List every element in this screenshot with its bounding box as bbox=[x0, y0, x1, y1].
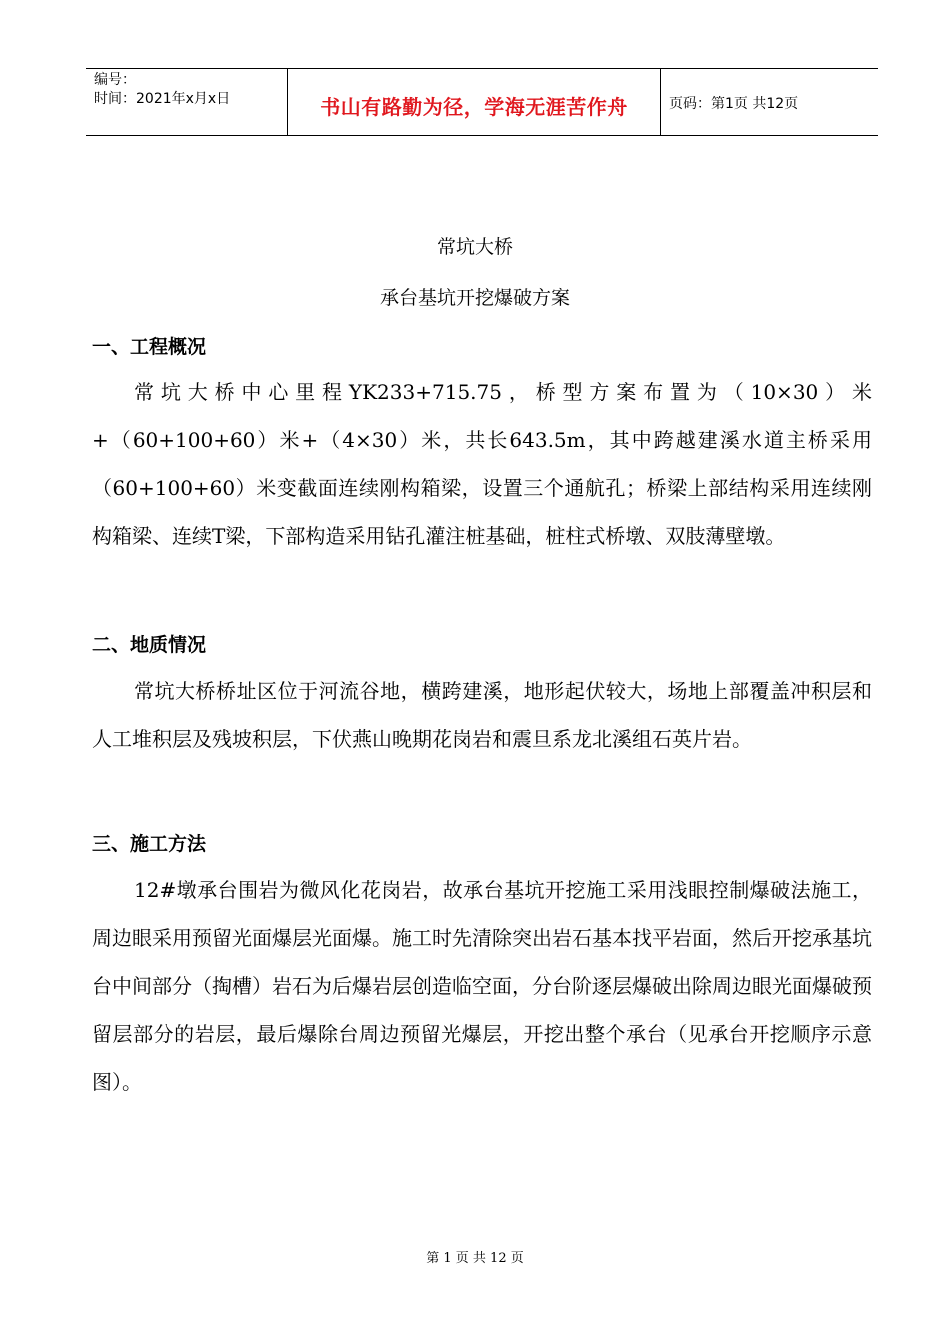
header-page-info: 页码：第1页 共12页 bbox=[669, 95, 799, 112]
document-date: 时间：2021年x月x日 bbox=[94, 91, 231, 107]
page-footer: 第 1 页 共 12 页 bbox=[426, 1251, 524, 1266]
header-meta bbox=[86, 69, 288, 135]
section-heading-geology: 二、地质情况 bbox=[92, 634, 207, 656]
document-subtitle: 承台基坑开挖爆破方案 bbox=[379, 287, 570, 309]
section-paragraph-geology: 常坑大桥桥址区位于河流谷地，横跨建溪，地形起伏较大，场地上部覆盖冲积层和人工堆积层及残坡积层，下伏燕山晚期花岗岩和震旦系龙北溪组石英片岩。 bbox=[92, 679, 872, 751]
document-number: 编号： bbox=[94, 72, 136, 88]
section-heading-method: 三、施工方法 bbox=[92, 833, 207, 855]
section-heading-overview: 一、工程概况 bbox=[92, 336, 207, 358]
section-paragraph-method: 12#墩承台围岩为微风化花岗岩，故承台基坑开挖施工采用浅眼控制爆破法施工，周边眼采用预留光面爆层光面爆。施工时先清除突出岩石基本找平岩面，然后开挖承基坑台中间部分（掏槽）岩石为后爆岩层创造临空面，分台阶逐层爆破出除周边眼光面爆破预留层部分的岩层，最后爆除台周边预留光爆层，开挖出整个承台（见承台开挖顺序示意图）。 bbox=[92, 878, 872, 1094]
document-title: 常坑大桥 bbox=[436, 236, 513, 258]
header-motto: 书山有路勤为径，学海无涯苦作舟 bbox=[288, 69, 661, 135]
page-header bbox=[86, 68, 878, 136]
section-paragraph-overview: 常坑大桥中心里程YK233+715.75，桥型方案布置为（10×30）米+（60+100+60）米+（4×30）米，共长643.5m，其中跨越建溪水道主桥采用（60+100+60）米变截面连续刚构箱梁，设置三个通航孔；桥梁上部结构采用连续刚构箱梁、连续T梁，下部构造采用钻孔灌注桩基础，桩柱式桥墩、双肢薄壁墩。 bbox=[92, 380, 872, 548]
